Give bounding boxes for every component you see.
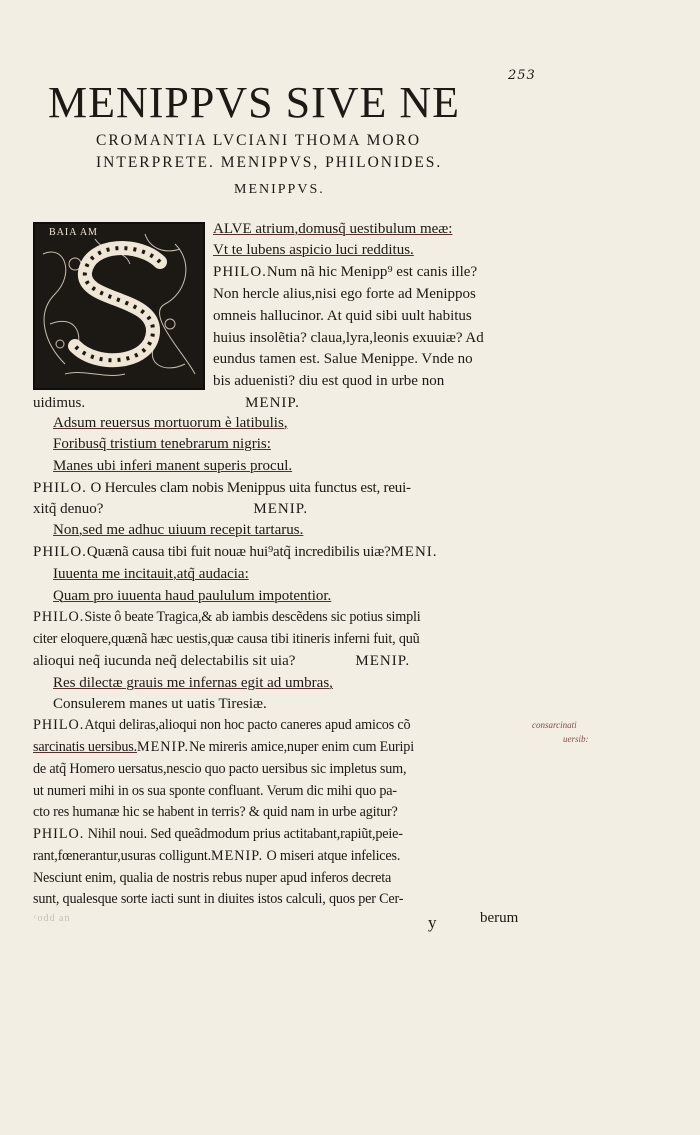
text-line: PHILO.Quænã causa tibi fuit nouæ hui⁹atq̃ incredibilis uiæ?MENI. [33,544,438,560]
decorated-initial-s [33,222,205,390]
speaker-label: PHILO. [33,609,85,625]
text-line: PHILO. Nihil noui. Sed queãdmodum prius actitabant,rapiũt,peie- [33,826,403,842]
speaker-heading: MENIPPVS. [234,182,325,197]
text-line: citer eloquere,quænã hæc uestis,quæ causa tibi itineris inferni fuit, quũ [33,631,420,647]
title-line-3: INTERPRETE. MENIPPVS, PHILONIDES. [96,154,443,171]
text-line: PHILO.Atqui deliras,alioqui non hoc pacto caneres apud amicos cõ [33,717,411,733]
text-line: Adsum reuersus mortuorum è latibulis, [53,415,288,431]
text-line: alioqui neq̃ iucunda neq̃ delectabilis sit uia? MENIP. [33,653,411,669]
text-line: rant,fœnerantur,usuras colligunt.MENIP. O miseri atque infelices. [33,848,401,864]
speaker-label: MENIP. [253,501,309,517]
speaker-label: MENIP. [211,848,264,864]
text-line: Res dilectæ grauis me infernas egit ad umbras, [53,675,333,691]
text-line: Manes ubi inferi manent superis procul. [53,458,293,474]
speaker-label: PHILO. [33,480,87,496]
text-line: huius insolẽtia? claua,lyra,leonis exuuiæ? Ad [213,330,484,346]
ornament-icon [35,224,203,388]
signature-mark: y [428,913,437,932]
text-line: Vt te lubens aspicio luci redditus. [213,242,414,258]
text-line: omneis hallucinor. At quid sibi uult habitus [213,308,472,324]
text-line: xitq̃ denuo? MENIP. [33,501,309,517]
text-line: Quam pro iuuenta haud paululum impotentior. [53,588,332,604]
speaker-label: MENIP. [136,739,190,755]
text-line: sarcinatis uersibus.MENIP.Ne mireris amice,nuper enim cum Euripi [33,739,414,755]
speaker-label: PHILO. [213,264,267,280]
text-line: Nesciunt enim, qualia de nostris rebus nuper apud inferos decreta [33,870,392,886]
text-line: PHILO. O Hercules clam nobis Menippus uita functus est, reui- [33,480,411,496]
text-line: PHILO.Num nã hic Menipp⁹ est canis ille? [213,264,478,280]
text-line: Non,sed me adhuc uiuum recepit tartarus. [53,522,304,538]
speaker-label: MENIP. [355,653,411,669]
text-line: Foribusq̃ tristium tenebrarum nigris: [53,436,271,452]
text-line: uidimus. MENIP. [33,395,300,411]
text-line: cto res humanæ hic se habent in terris? & quid nam in urbe agitur? [33,804,398,820]
faint-text: ᶜodd an [34,913,71,924]
text-line: ALVE atrium,domusq̃ uestibulum meæ: [213,221,453,237]
speaker-label: PHILO. [33,717,85,733]
text-line: ut numeri mihi in os sua sponte confluant. Verum dic mihi quo pa- [33,783,397,799]
text-line: de atq̃ Homero uersatus,nescio quo pacto uersibus sic impletus sum, [33,761,407,777]
text-line: bis aduenisti? diu est quod in urbe non [213,373,445,389]
speaker-label: PHILO. [33,544,87,560]
speaker-label: MENIP. [245,395,300,411]
speaker-label: PHILO. [33,826,85,842]
catchword: berum [480,910,519,926]
text-line: PHILO.Siste ô beate Tragica,& ab iambis descẽdens sic potius simpli [33,609,421,625]
margin-annotation: uersib: [563,734,589,744]
title-line-2: CROMANTIA LVCIANI THOMA MORO [96,132,422,149]
speaker-label: MENI. [390,544,438,560]
initial-caption: BAIA AM [49,227,98,238]
margin-annotation: consarcinati [532,720,577,730]
text-line: eundus tamen est. Salue Menippe. Vnde no [213,351,473,367]
folio-number: 253 [508,68,536,83]
text-line: Non hercle alius,nisi ego forte ad Menippos [213,286,476,302]
text-line: Iuuenta me incitauit,atq̃ audacia: [53,566,249,582]
title-line-1: MENIPPVS SIVE NE [48,78,461,127]
text-line: sunt, qualesque sorte iacti sunt in diuites istos calculi, quos per Cer- [33,891,404,907]
text-line: Consulerem manes ut uatis Tiresiæ. [53,696,267,712]
